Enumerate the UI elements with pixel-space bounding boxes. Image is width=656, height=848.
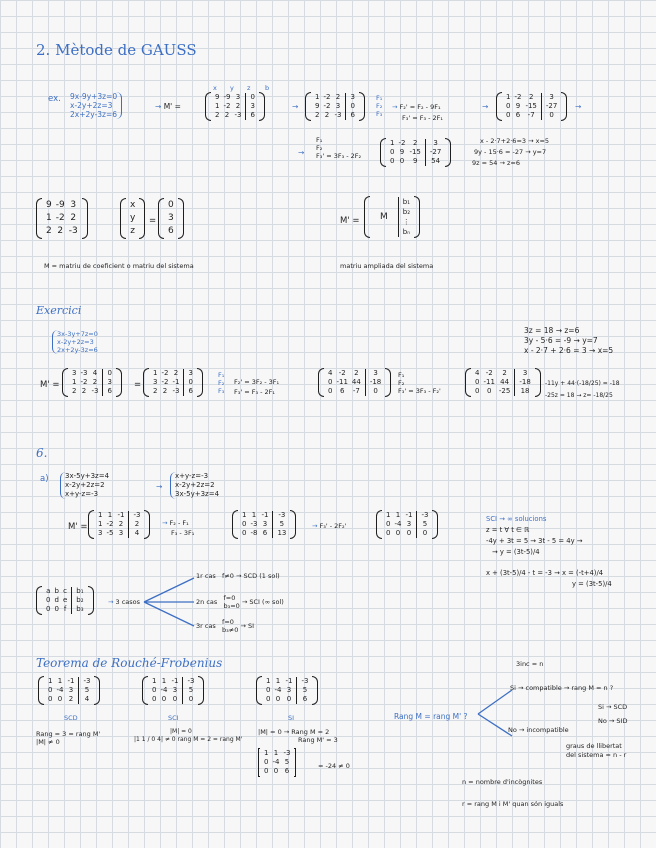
matrix-cell: -4: [56, 686, 64, 694]
var-headers: x y z b: [213, 84, 270, 92]
matrix-cell: 1: [266, 677, 271, 685]
matrix-cell: 2: [72, 387, 77, 395]
matrix-cell: 0: [328, 387, 333, 395]
rouche-r-note: r = rang M i M' quan són iguals: [462, 800, 564, 808]
six-matrix-3: [376, 510, 438, 539]
ampliada-matrix: M b₁ b₂ ⋮ bₙ: [364, 196, 420, 238]
matrix-cell: 3: [188, 369, 193, 377]
matrix-cell: 1: [315, 93, 320, 101]
matrix-cell: 3: [68, 686, 74, 694]
matrix-cell: 2: [81, 387, 87, 395]
section-6-number: 6.: [36, 446, 48, 460]
matrix-cell: 0: [168, 200, 174, 210]
six-system-2: x+y-z=-3 x-2y+2z=2 3x-5y+3z=4: [170, 472, 219, 499]
matrix-cell: 6: [515, 111, 521, 119]
example-row-labels: F₁ F₂ F₃: [376, 94, 383, 118]
matrix-cell: 2: [502, 369, 507, 377]
matrix: [120, 198, 145, 239]
matrix-cell: 0: [506, 102, 511, 110]
matrix-cell: 9: [215, 93, 220, 101]
matrix-cell: 3: [172, 686, 178, 694]
exercici-ops-1: F₂' = 3F₂ - 3F₁ F₃' = F₃ - 2F₁: [234, 378, 280, 396]
matrix-cell: 3: [522, 369, 528, 377]
arrow-1: →: [292, 102, 299, 111]
rouche-det-3: [258, 748, 296, 777]
matrix-cell: 9: [515, 102, 521, 110]
exercici-system: 3x-3y+7z=0 x-2y+2z=3 2x+2y-3z=6: [52, 330, 98, 354]
matrix-cell: 4: [134, 529, 140, 537]
matrix-cell: 1: [386, 511, 391, 519]
matrix-cell: 5: [188, 686, 194, 694]
exercici-row-labels-2: F₁ F₂ F₃' = 3F₃ - F₂': [398, 371, 441, 395]
matrix-cell: -9: [223, 93, 231, 101]
matrix-cell: -2: [323, 93, 331, 101]
matrix-cell: 1: [395, 511, 401, 519]
matrix-cell: -2: [80, 378, 88, 386]
cases-label: → 3 casos: [108, 598, 141, 606]
ampliada-label: matriu ampliada del sistema: [340, 262, 434, 270]
matrix-cell: -27: [545, 102, 558, 110]
exercici-eq: =: [134, 380, 142, 390]
matrix-cell: 1: [57, 677, 63, 685]
matrix-cell: -3: [334, 111, 342, 119]
matrix-cell: -1: [285, 677, 293, 685]
matrix: [36, 586, 94, 615]
matrix-cell: -3: [278, 511, 286, 519]
var-vector: [120, 198, 145, 239]
matrix-cell: 3: [72, 369, 77, 377]
rouche-title: Teorema de Rouché-Frobenius: [36, 656, 223, 670]
matrix-cell: -2: [223, 102, 231, 110]
matrix-cell: 2: [134, 520, 140, 528]
matrix: [142, 676, 204, 705]
matrix-cell: -2: [106, 520, 114, 528]
matrix: [258, 748, 296, 777]
matrix-cell: -2: [55, 213, 65, 223]
matrix-cell: 0: [188, 378, 193, 386]
rouche-top-note: 3inc = n: [516, 660, 544, 668]
matrix-cell: 2: [173, 369, 179, 377]
matrix-cell: 0: [275, 695, 281, 703]
rouche-si-branch: Si → compatible → rang M = n ?: [510, 684, 614, 692]
matrix-cell: 0: [386, 520, 391, 528]
matrix-cell: b₃: [76, 605, 84, 613]
rouche-notes-1: Rang = 3 = rang M' |M| ≠ 0: [36, 730, 101, 746]
matrix-cell: 2: [92, 378, 98, 386]
matrix-cell: 1: [273, 749, 279, 757]
rouche-si-sub: Si → SCD No → SID: [598, 703, 628, 725]
matrix-cell: 6: [107, 387, 112, 395]
matrix-cell: 0: [286, 695, 292, 703]
matrix-cell: -1: [405, 511, 413, 519]
tag-scd: SCD: [64, 714, 78, 722]
matrix-cell: 1: [161, 677, 167, 685]
matrix: [158, 198, 184, 239]
cases-branch-lines: [140, 572, 200, 632]
matrix-cell: y: [130, 213, 136, 223]
matrix-cell: 3: [262, 520, 268, 528]
matrix: [232, 510, 296, 539]
matrix-cell: 0: [390, 157, 395, 165]
part-a-label: a): [40, 474, 49, 484]
matrix-cell: 1: [153, 369, 158, 377]
b-vector: [158, 198, 184, 239]
matrix-cell: 6: [188, 387, 193, 395]
matrix-cell: -2: [161, 369, 169, 377]
matrix-cell: 0: [328, 378, 333, 386]
example-arrow: → M' =: [155, 102, 181, 111]
matrix-cell: 0: [350, 102, 355, 110]
matrix-cell: -2: [485, 369, 493, 377]
matrix-cell: 3: [335, 102, 341, 110]
matrix-cell: -2: [514, 93, 522, 101]
exercici-solution: 3z = 18 → z=6 3y - 5·6 = -9 → y=7 x - 2·7 + 2·6 = 3 → x=5: [524, 326, 614, 355]
case-1: 1r cas f≠0 → SCD (1 sol): [196, 572, 280, 580]
matrix-cell: 0: [549, 111, 554, 119]
matrix-cell: 3: [549, 93, 554, 101]
matrix-cell: 2: [215, 111, 220, 119]
matrix-cell: -3: [83, 677, 91, 685]
matrix: [465, 368, 541, 397]
rouche-det-value: = -24 ≠ 0: [318, 762, 350, 770]
matrix: [305, 92, 365, 121]
six-matrix-1: [88, 510, 150, 539]
matrix-cell: -5: [106, 529, 114, 537]
matrix-cell: -3: [301, 677, 309, 685]
rouche-matrix-1: [38, 676, 100, 705]
six-sci-solution: SCI → ∞ solucions z = t ∀ t ∈ ℝ -4y + 3t = 5 → 3t - 5 = 4y → → y = (3t-5)/4 x + (3t-5)/4 - t = -3 → x = (-t+4)/4 y = (3t-5)/4: [486, 515, 612, 588]
matrix-cell: 1: [107, 511, 113, 519]
matrix-cell: 1: [46, 213, 52, 223]
matrix-cell: 44: [351, 378, 361, 386]
matrix: [380, 138, 451, 167]
coef-label: M = matriu de coeficient o matriu del sistema: [44, 262, 194, 270]
matrix-cell: 2: [57, 226, 64, 236]
six-arrow-1: →: [156, 482, 163, 491]
matrix-cell: x: [130, 200, 136, 210]
matrix-cell: 54: [431, 157, 441, 165]
matrix-cell: -11: [336, 378, 348, 386]
matrix-cell: 2: [118, 520, 124, 528]
matrix-cell: 2: [354, 369, 359, 377]
matrix-cell: -15: [525, 102, 537, 110]
matrix-cell: 0: [172, 695, 178, 703]
matrix-cell: 2: [46, 226, 52, 236]
matrix-cell: 5: [279, 520, 285, 528]
matrix-cell: 0: [273, 767, 279, 775]
matrix: [62, 368, 122, 397]
coef-matrix: [36, 198, 88, 239]
exercici-matrix-3: [318, 368, 391, 397]
matrix-cell: 0: [57, 695, 63, 703]
tag-si: SI: [288, 714, 295, 722]
matrix-cell: 0: [266, 695, 271, 703]
matrix-cell: 4: [475, 369, 480, 377]
case-3: 3r cas f=0 b₃≠0 → SI: [196, 618, 254, 634]
matrix-cell: -3: [80, 369, 88, 377]
matrix-cell: -1: [172, 378, 180, 386]
matrix-cell: 0: [475, 378, 480, 386]
matrix-cell: 2: [335, 93, 341, 101]
matrix-cell: -1: [67, 677, 75, 685]
exercici-title: Exercici: [36, 304, 82, 317]
matrix-cell: 4: [92, 369, 98, 377]
matrix-cell: 3: [373, 369, 378, 377]
matrix-cell: 0: [188, 695, 194, 703]
matrix-cell: 0: [242, 520, 247, 528]
matrix-cell: 13: [277, 529, 287, 537]
matrix: [88, 510, 150, 539]
case-2: 2n cas f=0 b₃=0 → SCI (∞ sol): [196, 594, 284, 610]
matrix-cell: b₁: [76, 587, 84, 595]
matrix-cell: 0: [264, 758, 269, 766]
matrix-cell: 0: [395, 529, 401, 537]
example-solution: x - 2·7+2·6=3 → x=5 9y - 15·6 = -27 → y=7 9z = 54 → z=6: [472, 137, 550, 167]
matrix-cell: 0: [390, 148, 395, 156]
matrix-cell: 6: [250, 111, 255, 119]
matrix-cell: 2: [162, 387, 168, 395]
matrix-cell: -3: [91, 387, 99, 395]
matrix-cell: 0: [250, 93, 255, 101]
example-matrix-3: [496, 92, 567, 121]
matrix-cell: -3: [421, 511, 429, 519]
example-matrix-2: [305, 92, 365, 121]
example-system: 9x-9y+3z=0 x-2y+2z=3 2x+2y-3z=6: [70, 92, 122, 119]
matrix: [318, 368, 391, 397]
matrix: [205, 92, 265, 121]
matrix-cell: -18: [519, 378, 531, 386]
example-matrix-1: [205, 92, 265, 121]
matrix-cell: b: [54, 587, 59, 595]
matrix-cell: 1: [215, 102, 220, 110]
matrix-cell: 0: [48, 686, 53, 694]
matrix-cell: 1: [48, 677, 53, 685]
matrix-cell: 6: [284, 767, 290, 775]
six-matrix-2: [232, 510, 296, 539]
matrix-cell: -4: [272, 758, 280, 766]
general-matrix: [36, 586, 94, 615]
matrix-cell: 6: [168, 226, 174, 236]
matrix-cell: 0: [152, 695, 157, 703]
matrix-cell: 44: [500, 378, 510, 386]
arrow-3: →: [575, 102, 582, 111]
matrix-cell: 3: [107, 378, 112, 386]
matrix-cell: 2: [153, 387, 158, 395]
matrix-cell: 18: [520, 387, 530, 395]
exercici-row-labels: F₁ F₂ F₃: [218, 371, 225, 395]
example-ops-2: F₁ F₂ F₃' = 3F₃ - 2F₂: [316, 136, 362, 160]
equals-sign: =: [149, 216, 157, 226]
matrix-cell: 2: [412, 139, 418, 147]
matrix-cell: 0: [399, 157, 405, 165]
rouche-matrix-2: [142, 676, 204, 705]
matrix-cell: 2: [235, 102, 241, 110]
matrix-cell: 0: [152, 686, 157, 694]
matrix-cell: 0: [161, 695, 167, 703]
matrix-cell: -1: [261, 511, 269, 519]
matrix-cell: 1: [98, 511, 103, 519]
matrix-cell: 3: [250, 102, 255, 110]
matrix-cell: 0: [54, 605, 59, 613]
matrix-cell: -1: [117, 511, 125, 519]
example-ops-1: → F₂' = F₂ - 9F₁ F₃' = F₃ - 2F₁: [392, 103, 444, 122]
matrix-cell: 0: [406, 529, 412, 537]
matrix-cell: -18: [369, 378, 382, 386]
matrix-cell: -3: [234, 111, 242, 119]
matrix-cell: -2: [338, 369, 346, 377]
matrix-cell: -15: [409, 148, 421, 156]
matrix-cell: 9: [412, 157, 418, 165]
matrix-cell: 0: [373, 387, 378, 395]
matrix-cell: 5: [284, 758, 290, 766]
matrix-cell: 1: [242, 511, 247, 519]
matrix-cell: -3: [187, 677, 195, 685]
matrix-cell: -7: [352, 387, 360, 395]
matrix-cell: 9: [399, 148, 405, 156]
matrix-cell: -1: [171, 677, 179, 685]
matrix-cell: 0: [264, 767, 269, 775]
matrix-cell: -2: [323, 102, 331, 110]
matrix-cell: 5: [422, 520, 428, 528]
matrix-cell: -8: [250, 529, 258, 537]
arrow-2: →: [482, 102, 489, 111]
matrix-cell: -4: [274, 686, 282, 694]
matrix-cell: 4: [84, 695, 90, 703]
matrix-cell: c: [63, 587, 68, 595]
matrix: [376, 510, 438, 539]
rouche-notes-2: |M| = 0 |1 1 / 0 4| ≠ 0 rang M = 2 = rang M': [134, 728, 243, 743]
matrix-cell: 3: [350, 93, 355, 101]
matrix-cell: 1: [390, 139, 395, 147]
matrix: [38, 676, 100, 705]
exercici-matrix-1: [62, 368, 122, 397]
matrix-cell: z: [130, 226, 136, 236]
matrix-cell: -3: [283, 749, 291, 757]
matrix-cell: -2: [398, 139, 406, 147]
rouche-graus: graus de llibertat del sistema = n - r: [566, 742, 627, 759]
matrix-cell: 6: [339, 387, 345, 395]
rouche-question: Rang M = rang M' ?: [394, 712, 468, 721]
exercici-matrix-2: [143, 368, 203, 397]
matrix-cell: -9: [55, 200, 65, 210]
matrix-cell: 3: [235, 93, 241, 101]
matrix-cell: 0: [422, 529, 428, 537]
matrix-cell: 6: [302, 695, 308, 703]
matrix-cell: 0: [46, 596, 51, 604]
matrix-cell: 6: [350, 111, 355, 119]
matrix-cell: 6: [262, 529, 268, 537]
matrix: [256, 676, 318, 705]
ampliada-prefix: M' =: [340, 216, 360, 226]
six-mlabel: M' =: [68, 522, 88, 532]
matrix-cell: 0: [486, 387, 492, 395]
matrix-cell: 1: [506, 93, 511, 101]
matrix-cell: -4: [394, 520, 402, 528]
matrix-cell: 5: [84, 686, 90, 694]
matrix-cell: 3: [406, 520, 412, 528]
matrix-cell: 0: [386, 529, 391, 537]
matrix-cell: -2: [161, 378, 169, 386]
matrix-cell: 3: [153, 378, 158, 386]
rouche-n-note: n = nombre d'incògnites: [462, 778, 543, 786]
arrow-4: →: [298, 148, 305, 157]
matrix-cell: 3: [118, 529, 124, 537]
matrix-cell: 1: [152, 677, 157, 685]
matrix-cell: -4: [160, 686, 168, 694]
matrix-cell: -3: [133, 511, 141, 519]
page-title: 2. Mètode de GAUSS: [36, 41, 197, 59]
matrix-cell: 2: [315, 111, 320, 119]
matrix-cell: 0: [506, 111, 511, 119]
matrix-cell: 0: [107, 369, 112, 377]
example-matrix-4: [380, 138, 451, 167]
matrix-cell: 1: [275, 677, 281, 685]
matrix-cell: 9: [46, 200, 52, 210]
matrix-cell: -3: [68, 226, 78, 236]
exercici-matrix-4: [465, 368, 541, 397]
matrix: [496, 92, 567, 121]
matrix-cell: e: [62, 596, 68, 604]
rouche-matrix-3: [256, 676, 318, 705]
matrix-cell: 2: [70, 213, 77, 223]
matrix-cell: 0: [475, 387, 480, 395]
matrix: [36, 198, 88, 239]
matrix-cell: f: [63, 605, 67, 613]
exercici-tail: -11y + 44·(-18/25) = -18 -25z = 18 → z= -18/25: [545, 380, 620, 399]
matrix-cell: 0: [46, 605, 51, 613]
matrix-cell: 1: [264, 749, 269, 757]
rouche-notes-3: |M| = 0 → Rang M = 2 Rang M' = 3: [258, 728, 338, 744]
matrix-cell: 0: [266, 686, 271, 694]
matrix-cell: 4: [328, 369, 333, 377]
six-system: 3x-5y+3z=4 x-2y+2z=2 x+y-z=-3: [60, 472, 109, 499]
matrix-cell: 1: [72, 378, 77, 386]
matrix-cell: 3: [168, 213, 174, 223]
matrix-cell: 2: [324, 111, 330, 119]
matrix-cell: a: [46, 587, 51, 595]
matrix-cell: 3: [433, 139, 438, 147]
exercici-mlabel: M' =: [40, 380, 60, 390]
matrix-cell: -25: [498, 387, 511, 395]
matrix-cell: 5: [302, 686, 308, 694]
matrix-cell: 9: [315, 102, 320, 110]
six-ops-2: → F₃' - 2F₂': [312, 522, 347, 530]
matrix-cell: -27: [429, 148, 442, 156]
six-ops-1: → F₂ - F₁ F₃ - 3F₁: [162, 519, 195, 537]
example-label: ex.: [48, 94, 61, 104]
rouche-no-branch: No → incompatible: [508, 726, 569, 734]
matrix-cell: -3: [250, 520, 258, 528]
matrix-cell: 2: [224, 111, 230, 119]
matrix-cell: b₂: [76, 596, 84, 604]
matrix-cell: -3: [172, 387, 180, 395]
matrix-cell: 2: [68, 695, 74, 703]
matrix-cell: 3: [70, 200, 77, 210]
matrix-cell: -7: [527, 111, 535, 119]
matrix-cell: 0: [242, 529, 247, 537]
matrix-cell: -11: [483, 378, 495, 386]
matrix-cell: 1: [98, 520, 103, 528]
matrix-cell: 1: [251, 511, 257, 519]
matrix-cell: d: [54, 596, 59, 604]
matrix: [143, 368, 203, 397]
matrix-cell: 2: [528, 93, 534, 101]
matrix-cell: 3: [98, 529, 103, 537]
matrix-cell: 3: [286, 686, 292, 694]
tag-sci: SCI: [168, 714, 179, 722]
matrix-cell: 0: [48, 695, 53, 703]
